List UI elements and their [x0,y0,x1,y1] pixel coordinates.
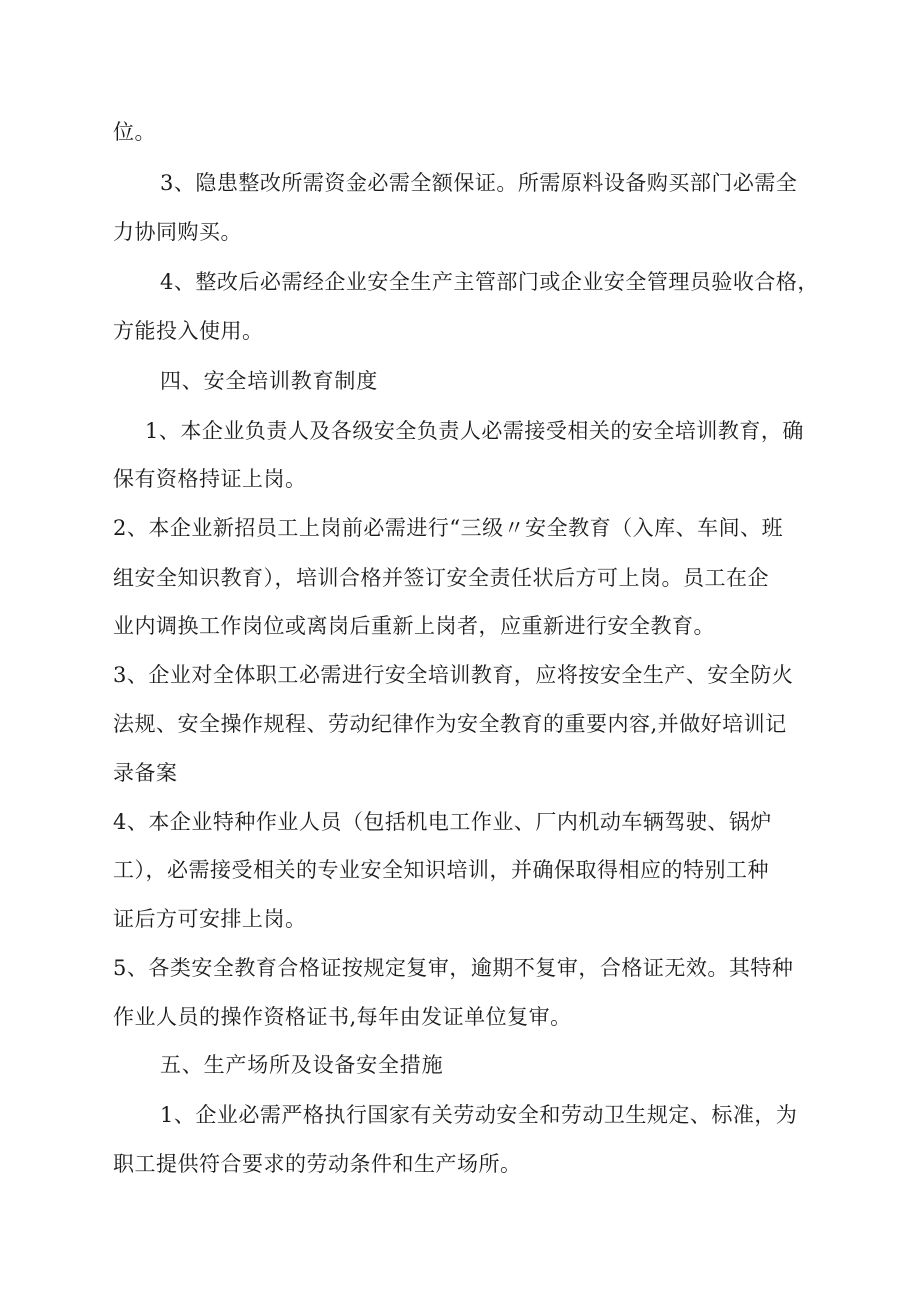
paragraph-line: 保有资格持证上岗。 [113,467,307,491]
paragraph-line: 力协同购买。 [113,220,242,244]
paragraph-line: 作业人员的操作资格证书,每年由发证单位复审。 [113,1005,572,1029]
paragraph-line: 法规、安全操作规程、劳动纪律作为安全教育的重要内容,并做好培训记 [113,712,787,736]
paragraph-line: 2、本企业新招员工上岗前必需进行“三级〃安全教育（入库、车间、班 [113,516,784,540]
paragraph-line: 工），必需接受相关的专业安全知识培训，并确保取得相应的特别工种 [113,858,769,882]
paragraph-line: 1、本企业负责人及各级安全负责人必需接受相关的安全培训教育，确 [145,419,804,443]
paragraph-line: 证后方可安排上岗。 [113,907,307,931]
section-heading: 四、安全培训教育制度 [160,369,378,393]
paragraph-line: 3、隐患整改所需资金必需全额保证。所需原料设备购买部门必需全 [160,171,798,195]
paragraph-line: 业内调换工作岗位或离岗后重新上岗者，应重新进行安全教育。 [113,614,715,638]
paragraph-line: 位。 [113,120,156,144]
paragraph-line: 录备案 [113,761,178,785]
section-heading: 五、生产场所及设备安全措施 [160,1053,444,1077]
paragraph-line: 1、企业必需严格执行国家有关劳动安全和劳动卫生规定、标准，为 [160,1103,798,1127]
paragraph-line: 3、企业对全体职工必需进行安全培训教育，应将按安全生产、安全防火 [113,663,794,687]
paragraph-line: 5、各类安全教育合格证按规定复审，逾期不复审，合格证无效。其特种 [113,956,794,980]
paragraph-line: 组安全知识教育），培训合格并签订安全责任状后方可上岗。员工在企 [113,566,769,590]
paragraph-line: 4、本企业特种作业人员（包括机电工作业、厂内机动车辆驾驶、锅炉 [113,810,772,834]
paragraph-line: 方能投入使用。 [113,319,264,343]
paragraph-line: 职工提供符合要求的劳动条件和生产场所。 [113,1152,522,1176]
paragraph-line: 4、整改后必需经企业安全生产主管部门或企业安全管理员验收合格， [160,270,819,294]
